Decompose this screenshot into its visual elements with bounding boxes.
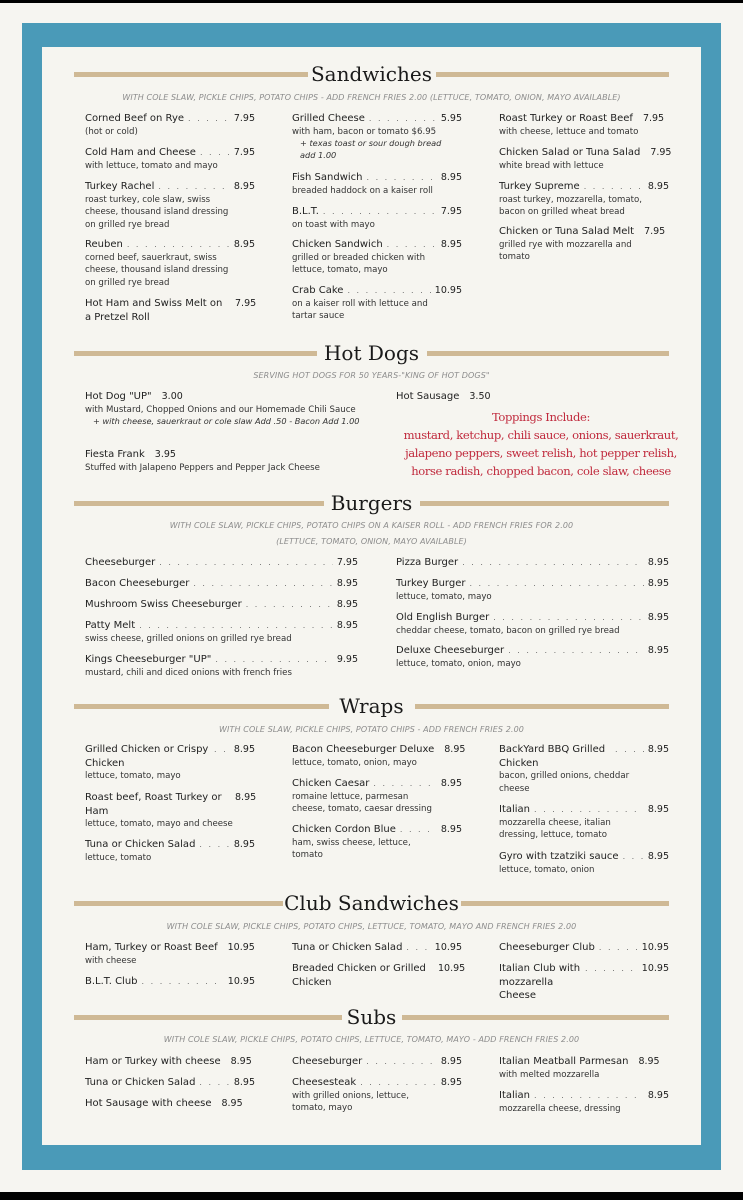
item-name: Breaded Chicken or Grilled Chicken	[292, 963, 426, 988]
item-price: 10.95	[227, 942, 255, 953]
menu-item	[292, 112, 462, 161]
dot-leader	[246, 598, 333, 612]
menu-item	[85, 112, 255, 138]
menu-item	[499, 850, 669, 876]
item-name: Cheesesteak	[292, 1077, 357, 1088]
menu-item	[292, 1076, 462, 1115]
item-price: 8.95	[233, 1077, 255, 1088]
item-name: Bacon Cheeseburger	[85, 578, 190, 589]
subs-title: Subs	[346, 1005, 397, 1029]
dot-leader	[508, 644, 644, 658]
menu-item	[85, 598, 358, 612]
hotdogs-title: Hot Dogs	[323, 341, 420, 365]
menu-item-row	[85, 791, 255, 818]
item-price: 8.95	[440, 239, 462, 250]
item-description: bacon, grilled onions, cheddar cheese	[499, 771, 630, 794]
menu-item-row	[499, 803, 669, 817]
item-name: BackYard BBQ Grilled Chicken	[499, 744, 606, 769]
item-price: 10.95	[438, 963, 466, 974]
item-price: 10.95	[434, 942, 462, 953]
item-description: mozzarella cheese, italian dressing, lettuce, tomato	[499, 817, 611, 840]
menu-item-row	[85, 975, 255, 989]
item-name: Fish Sandwich	[292, 172, 363, 183]
menu-item-row	[499, 1055, 669, 1069]
item-description: cheddar cheese, tomato, bacon on grilled rye bread	[396, 625, 620, 636]
item-price: 8.95	[440, 778, 462, 789]
item-description: lettuce, tomato, onion	[499, 864, 595, 875]
item-price: 7.95	[336, 557, 358, 568]
menu-item	[499, 941, 669, 955]
item-price: 7.95	[644, 226, 666, 237]
item-description: grilled rye with mozzarella and tomato	[499, 239, 632, 262]
item-name: Hot Dog "UP"	[85, 391, 152, 402]
item-name: Kings Cheeseburger "UP"	[85, 654, 212, 665]
dot-leader	[400, 823, 437, 837]
menu-item-row	[85, 653, 358, 667]
item-price: 8.95	[647, 578, 669, 589]
burgers-header	[74, 489, 669, 519]
dot-leader	[585, 962, 638, 976]
wraps-header	[74, 692, 669, 722]
item-price: 8.95	[647, 612, 669, 623]
dot-leader	[493, 611, 644, 625]
item-name: Roast Turkey or Roast Beef	[499, 113, 633, 124]
item-description: roast turkey, cole slaw, swiss cheese, thousand island dressing on grilled rye bread	[85, 194, 229, 230]
item-price: 8.95	[235, 792, 257, 803]
item-name: Italian Club with mozzarella Cheese	[499, 963, 581, 1001]
dot-leader	[188, 112, 230, 126]
menu-item	[292, 205, 462, 231]
item-name: Hot Sausage with cheese	[85, 1098, 212, 1109]
item-name: Chicken Sandwich	[292, 239, 383, 250]
menu-item	[85, 238, 255, 289]
dot-leader	[534, 1089, 644, 1103]
menu-item-row	[85, 743, 255, 770]
menu-item	[85, 556, 358, 570]
item-name: Crab Cake	[292, 285, 344, 296]
dot-leader	[200, 146, 230, 160]
item-price: 9.95	[336, 654, 358, 665]
menu-item	[85, 653, 358, 679]
club-header	[74, 889, 669, 919]
item-price: 8.95	[233, 181, 255, 192]
dot-leader	[366, 1055, 437, 1069]
menu-item-row	[292, 1055, 462, 1069]
wraps-title: Wraps	[339, 694, 404, 718]
item-name: Cold Ham and Cheese	[85, 147, 196, 158]
menu-item-row	[85, 619, 358, 633]
item-description: (hot or cold)	[85, 126, 138, 137]
dot-leader	[584, 180, 644, 194]
menu-item	[499, 112, 669, 138]
menu-item-row	[85, 598, 358, 612]
item-price: 8.95	[336, 599, 358, 610]
item-name: Turkey Burger	[396, 578, 466, 589]
dot-leader	[360, 1076, 437, 1090]
menu-item	[396, 611, 669, 637]
item-name: Chicken Cordon Blue	[292, 824, 396, 835]
menu-item-row	[292, 743, 466, 757]
menu-item	[499, 146, 672, 172]
menu-item-row	[499, 1089, 669, 1103]
item-price: 7.95	[233, 147, 255, 158]
menu-item	[292, 238, 462, 277]
menu-item	[396, 390, 596, 404]
menu-item-row	[396, 390, 596, 404]
item-price: 8.95	[221, 1098, 243, 1109]
item-description: on toast with mayo	[292, 219, 375, 230]
menu-item	[499, 1089, 669, 1115]
item-name: Corned Beef on Rye	[85, 113, 185, 124]
item-price: 8.95	[230, 1056, 252, 1067]
item-description: with lettuce, tomato and mayo	[85, 160, 218, 171]
item-price: 7.95	[440, 206, 462, 217]
item-price: 8.95	[444, 744, 466, 755]
menu-item	[292, 823, 462, 862]
menu-item-row	[85, 941, 255, 955]
item-price: 10.95	[434, 285, 462, 296]
hotdogs-header	[74, 339, 669, 369]
item-name: Patty Melt	[85, 620, 136, 631]
menu-item	[85, 390, 385, 428]
toppings-line: jalapeno peppers, sweet relish, hot pepper relish,	[405, 446, 677, 460]
menu-item	[499, 743, 669, 795]
menu-item-row	[292, 284, 462, 298]
item-price: 8.95	[647, 645, 669, 656]
item-price: 8.95	[647, 557, 669, 568]
item-description: Stuffed with Jalapeno Peppers and Pepper Jack Cheese	[85, 462, 320, 473]
item-name: Chicken Caesar	[292, 778, 370, 789]
sandwiches-title: Sandwiches	[310, 62, 432, 86]
item-name: Grilled Cheese	[292, 113, 365, 124]
dot-leader	[215, 653, 332, 667]
burgers-title: Burgers	[330, 491, 413, 515]
menu-item-row	[292, 962, 466, 989]
dot-leader	[369, 112, 437, 126]
dot-leader	[158, 180, 229, 194]
menu-item	[85, 838, 255, 864]
item-name: Italian	[499, 1090, 531, 1101]
item-description: white bread with lettuce	[499, 160, 604, 171]
burgers-subtitle: WITH COLE SLAW, PICKLE CHIPS, POTATO CHIPS ON A KAISER ROLL - ADD FRENCH FRIES FOR 2.00	[169, 521, 574, 530]
item-description: with cheese, lettuce and tomato	[499, 126, 639, 137]
menu-item-row	[499, 112, 669, 126]
menu-item	[85, 180, 255, 231]
menu-item	[499, 1055, 669, 1081]
item-description: corned beef, sauerkraut, swiss cheese, thousand island dressing on grilled rye bread	[85, 252, 229, 288]
dot-leader	[469, 577, 643, 591]
item-name: Chicken Salad or Tuna Salad	[499, 147, 641, 158]
menu-item-row	[292, 823, 462, 837]
dot-leader	[142, 975, 224, 989]
menu-item	[292, 171, 462, 197]
dot-leader	[599, 941, 638, 955]
item-name: Gyro with tzatziki sauce	[499, 851, 619, 862]
dot-leader	[373, 777, 436, 791]
menu-item	[85, 941, 255, 967]
menu-item	[85, 975, 255, 989]
menu-item-row	[292, 171, 462, 185]
item-name: Hot Sausage	[396, 391, 460, 402]
burgers-subtitle-2: (LETTUCE, TOMATO, ONION, MAYO AVAILABLE)	[276, 537, 467, 546]
item-price: 3.00	[161, 391, 183, 402]
item-price: 8.95	[233, 239, 255, 250]
item-description: on a kaiser roll with lettuce and tartar sauce	[292, 298, 428, 321]
item-price: 10.95	[641, 963, 669, 974]
menu-item-row	[396, 611, 669, 625]
item-name: Turkey Supreme	[499, 181, 580, 192]
subs-subtitle: WITH COLE SLAW, PICKLE CHIPS, POTATO CHIPS, LETTUCE, TOMATO, MAYO - ADD FRENCH FRIES 2.00	[163, 1035, 580, 1044]
menu-item-row	[499, 962, 669, 1003]
item-price: 8.95	[647, 804, 669, 815]
item-name: Roast beef, Roast Turkey or Ham	[85, 792, 222, 817]
item-description: mustard, chili and diced onions with french fries	[85, 667, 292, 678]
item-price: 8.95	[638, 1056, 660, 1067]
menu-item	[396, 577, 669, 603]
menu-item-row	[499, 146, 672, 160]
item-description: swiss cheese, grilled onions on grilled rye bread	[85, 633, 292, 644]
sandwiches-subtitle: WITH COLE SLAW, PICKLE CHIPS, POTATO CHIPS - ADD FRENCH FRIES 2.00 (LETTUCE, TOMATO, ONION, MAYO AVAILABLE)	[122, 93, 621, 102]
item-price: 8.95	[233, 744, 255, 755]
item-name: Bacon Cheeseburger Deluxe	[292, 744, 435, 755]
item-description: lettuce, tomato	[85, 852, 152, 863]
item-price: 8.95	[647, 744, 669, 755]
menu-item-row	[85, 238, 255, 252]
item-price: 8.95	[647, 851, 669, 862]
menu-item-row	[292, 238, 462, 252]
item-price: 7.95	[235, 298, 257, 309]
menu-item-row	[292, 941, 462, 955]
item-description: lettuce, tomato, mayo	[396, 591, 492, 602]
dot-leader	[366, 171, 436, 185]
menu-item-row	[396, 556, 669, 570]
menu-item	[292, 743, 466, 769]
item-description: breaded haddock on a kaiser roll	[292, 185, 433, 196]
dot-leader	[387, 238, 437, 252]
item-name: Grilled Chicken or Crispy Chicken	[85, 744, 209, 769]
menu-item-row	[499, 225, 669, 239]
dot-leader	[462, 556, 644, 570]
menu-item	[292, 284, 462, 323]
dot-leader	[159, 556, 333, 570]
item-description: with ham, bacon or tomato $6.95	[292, 126, 437, 137]
item-name: Ham, Turkey or Roast Beef	[85, 942, 218, 953]
menu-item	[396, 556, 669, 570]
toppings-line: mustard, ketchup, chili sauce, onions, sauerkraut,	[403, 428, 679, 442]
item-price: 7.95	[642, 113, 665, 124]
menu-item	[85, 297, 255, 324]
item-price: 8.95	[647, 181, 669, 192]
club-title: Club Sandwiches	[284, 891, 459, 915]
menu-item-row	[85, 577, 358, 591]
menu-item	[85, 743, 255, 783]
item-name: Pizza Burger	[396, 557, 459, 568]
menu-item-row	[499, 743, 669, 770]
wraps-subtitle: WITH COLE SLAW, PICKLE CHIPS, POTATO CHIPS - ADD FRENCH FRIES 2.00	[219, 725, 524, 734]
menu-item-row	[396, 577, 669, 591]
dot-leader	[127, 238, 230, 252]
menu-item-row	[499, 180, 669, 194]
item-description: roast turkey, mozzarella, tomato, bacon on grilled wheat bread	[499, 194, 642, 217]
item-name: Italian	[499, 804, 531, 815]
club-subtitle: WITH COLE SLAW, PICKLE CHIPS, POTATO CHIPS, LETTUCE, TOMATO, MAYO AND FRENCH FRIES 2.00	[166, 922, 577, 931]
dot-leader	[623, 850, 644, 864]
item-price: 8.95	[336, 578, 358, 589]
item-price: 8.95	[336, 620, 358, 631]
dot-leader	[139, 619, 333, 633]
menu-item-row	[292, 205, 462, 219]
menu-item	[85, 448, 385, 474]
item-price: 7.95	[233, 113, 255, 124]
item-name: Cheeseburger	[292, 1056, 363, 1067]
menu-item-row	[292, 777, 462, 791]
menu-item-row	[292, 112, 462, 126]
menu-item	[499, 803, 669, 842]
item-name: Ham or Turkey with cheese	[85, 1056, 221, 1067]
item-name: Hot Ham and Swiss Melt on a Pretzel Roll	[85, 298, 223, 323]
menu-item-row	[396, 644, 669, 658]
dot-leader	[199, 1076, 229, 1090]
sandwiches-header	[74, 60, 669, 90]
menu-item	[85, 146, 255, 172]
menu-item-row	[85, 1097, 255, 1111]
item-price: 10.95	[227, 976, 255, 987]
dot-leader	[199, 838, 229, 852]
menu-item	[85, 577, 358, 591]
item-price: 10.95	[641, 942, 669, 953]
menu-item-row	[85, 112, 255, 126]
item-price: 8.95	[440, 172, 462, 183]
hotdogs-subtitle: SERVING HOT DOGS FOR 50 YEARS-"KING OF HOT DOGS"	[253, 371, 490, 380]
menu-item-row	[85, 448, 385, 462]
item-price: 3.50	[469, 391, 491, 402]
item-description: mozzarella cheese, dressing	[499, 1103, 621, 1114]
item-name: Deluxe Cheeseburger	[396, 645, 505, 656]
item-name: Tuna or Chicken Salad	[85, 839, 196, 850]
toppings-line: horse radish, chopped bacon, cole slaw, cheese	[411, 464, 671, 478]
dot-leader	[323, 205, 437, 219]
dot-leader	[214, 743, 230, 757]
item-description: with grilled onions, lettuce, tomato, mayo	[292, 1090, 409, 1113]
menu-item-row	[85, 838, 255, 852]
menu-item	[85, 1076, 255, 1090]
menu-item-row	[85, 1076, 255, 1090]
item-description: grilled or breaded chicken with lettuce, tomato, mayo	[292, 252, 426, 275]
item-name: Fiesta Frank	[85, 449, 145, 460]
menu-item	[292, 941, 462, 955]
menu-item-row	[499, 941, 669, 955]
toppings-title: Toppings Include:	[492, 410, 590, 424]
item-name: Turkey Rachel	[85, 181, 155, 192]
menu-item-row	[85, 556, 358, 570]
item-name: B.L.T. Club	[85, 976, 138, 987]
menu-item	[85, 619, 358, 645]
item-description: romaine lettuce, parmesan cheese, tomato, caesar dressing	[292, 791, 432, 814]
item-name: Reuben	[85, 239, 123, 250]
item-price: 8.95	[233, 839, 255, 850]
item-price: 8.95	[440, 1056, 462, 1067]
menu-item	[499, 225, 669, 264]
item-description: lettuce, tomato, mayo and cheese	[85, 819, 233, 829]
dot-leader	[406, 941, 430, 955]
item-description: with melted mozzarella	[499, 1069, 600, 1080]
menu-item-row	[499, 850, 669, 864]
dot-leader	[615, 743, 644, 757]
toppings-list	[396, 408, 686, 480]
item-note: + texas toast or sour dough bread add 1.00	[300, 138, 442, 160]
item-name: Italian Meatball Parmesan	[499, 1056, 629, 1067]
item-description: ham, swiss cheese, lettuce, tomato	[292, 837, 411, 860]
item-price: 8.95	[440, 1077, 462, 1088]
menu-item	[85, 791, 255, 831]
menu-item-row	[85, 1055, 255, 1069]
item-name: Old English Burger	[396, 612, 490, 623]
menu-item	[292, 962, 466, 989]
item-description: lettuce, tomato, mayo	[85, 771, 181, 781]
menu-item	[499, 180, 669, 219]
item-price: 8.95	[440, 824, 462, 835]
menu-item	[396, 644, 669, 670]
item-name: Cheeseburger	[85, 557, 156, 568]
item-price: 8.95	[647, 1090, 669, 1101]
item-note: + with cheese, sauerkraut or cole slaw Add .50 - Bacon Add 1.00	[93, 416, 360, 426]
menu-item-row	[85, 297, 255, 324]
item-name: Mushroom Swiss Cheeseburger	[85, 599, 242, 610]
dot-leader	[347, 284, 430, 298]
item-name: Tuna or Chicken Salad	[85, 1077, 196, 1088]
item-description: with Mustard, Chopped Onions and our Homemade Chili Sauce	[85, 404, 356, 415]
dot-leader	[193, 577, 333, 591]
item-price: 7.95	[650, 147, 672, 158]
menu-item-row	[85, 146, 255, 160]
item-name: B.L.T.	[292, 206, 319, 217]
dot-leader	[534, 803, 644, 817]
item-name: Chicken or Tuna Salad Melt	[499, 226, 635, 237]
item-description: with cheese	[85, 955, 137, 966]
item-name: Cheeseburger Club	[499, 942, 595, 953]
item-price: 3.95	[154, 449, 176, 460]
item-price: 5.95	[440, 113, 462, 124]
menu-item-row	[85, 180, 255, 194]
item-description: lettuce, tomato, onion, mayo	[292, 757, 417, 768]
menu-item-row	[85, 390, 385, 404]
item-description: lettuce, tomato, onion, mayo	[396, 658, 521, 669]
item-name: Tuna or Chicken Salad	[292, 942, 403, 953]
menu-item	[292, 1055, 462, 1069]
menu-item	[499, 962, 669, 1003]
menu-item	[85, 1055, 255, 1069]
menu-item	[292, 777, 462, 816]
menu-item-row	[292, 1076, 462, 1090]
subs-header	[74, 1003, 669, 1033]
menu-item	[85, 1097, 255, 1111]
